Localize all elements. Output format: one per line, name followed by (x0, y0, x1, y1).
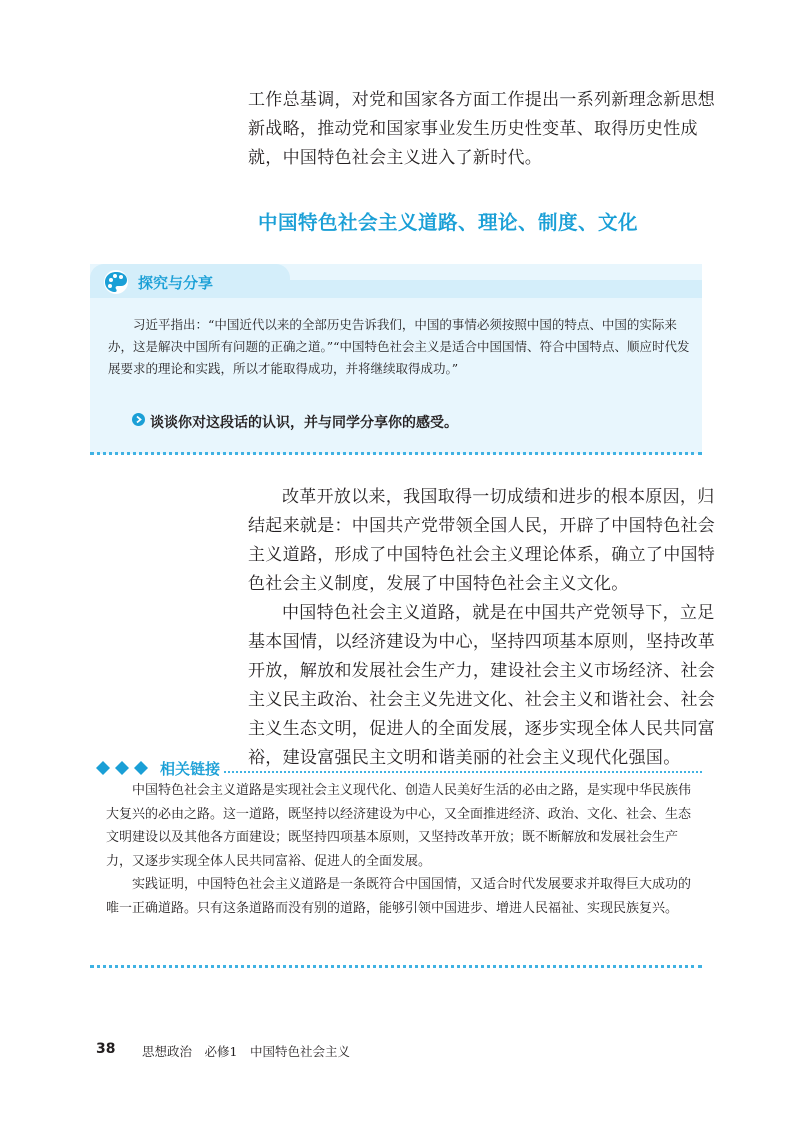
related-links-body (106, 779, 702, 920)
main-text (248, 483, 718, 773)
related-links-paragraph: 中国特色社会主义道路是实现社会主义现代化、创造人民美好生活的必由之路，是实现中华民族伟大复兴的必由之路。这一道路，既坚持以经济建设为中心，又全面推进经济、政治、文化、社会、生态文明建设以及其他各方面建设；既坚持四项基本原则，又坚持改革开放；既不断解放和发展社会生产力，又逐步实现全体人民共同富裕、促进人的全面发展。 (106, 783, 692, 869)
related-links-header-divider (224, 771, 702, 773)
related-links-paragraph: 实践证明，中国特色社会主义道路是一条既符合中国国情，又适合时代发展要求并取得巨大成功的唯一正确道路。只有这条道路而没有别的道路，能够引领中国进步、增进人民福祉、实现民族复兴。 (106, 877, 692, 916)
section-title: 中国特色社会主义道路、理论、制度、文化 (257, 211, 638, 234)
explore-bottom-divider (90, 452, 702, 455)
diamond-bullets-icon (96, 761, 152, 775)
explore-share-box (90, 264, 702, 454)
explore-label: 探究与分享 (138, 274, 214, 292)
intro-paragraph: 工作总基调，对党和国家各方面工作提出一系列新理念新思想新战略，推动党和国家事业发生历史性变革、取得历史性成就，中国特色社会主义进入了新时代。 (248, 90, 716, 168)
paint-palette-icon (102, 268, 130, 296)
page-number: 38 (96, 1041, 116, 1057)
explore-prompt: 谈谈你对这段话的认识，并与同学分享你的感受。 (150, 415, 458, 431)
explore-quote: 习近平指出：“中国近代以来的全部历史告诉我们，中国的事情必须按照中国的特点、中国的实际来办，这是解决中国所有问题的正确之道。”“中国特色社会主义是适合中国国情、符合中国特点、顺应时代发展要求的理论和实践，所以才能取得成功，并将继续取得成功。” (108, 317, 690, 376)
related-links-bottom-divider (90, 965, 702, 968)
footer-book-title: 思想政治 必修1 中国特色社会主义 (142, 1044, 350, 1059)
related-links-label: 相关链接 (160, 760, 221, 778)
main-paragraph: 中国特色社会主义道路，就是在中国共产党领导下，立足基本国情，以经济建设为中心，坚持四项基本原则，坚持改革开放，解放和发展社会生产力，建设社会主义市场经济、社会主义民主政治、社会主义先进文化、社会主义和谐社会、社会主义生态文明，促进人的全面发展，逐步实现全体人民共同富裕，建设富强民主文明和谐美丽的社会主义现代化强国。 (248, 603, 716, 768)
arrow-bullet-icon (132, 413, 145, 426)
main-paragraph: 改革开放以来，我国取得一切成绩和进步的根本原因，归结起来就是：中国共产党带领全国人民，开辟了中国特色社会主义道路，形成了中国特色社会主义理论体系，确立了中国特色社会主义制度，发展了中国特色社会主义文化。 (248, 487, 716, 594)
